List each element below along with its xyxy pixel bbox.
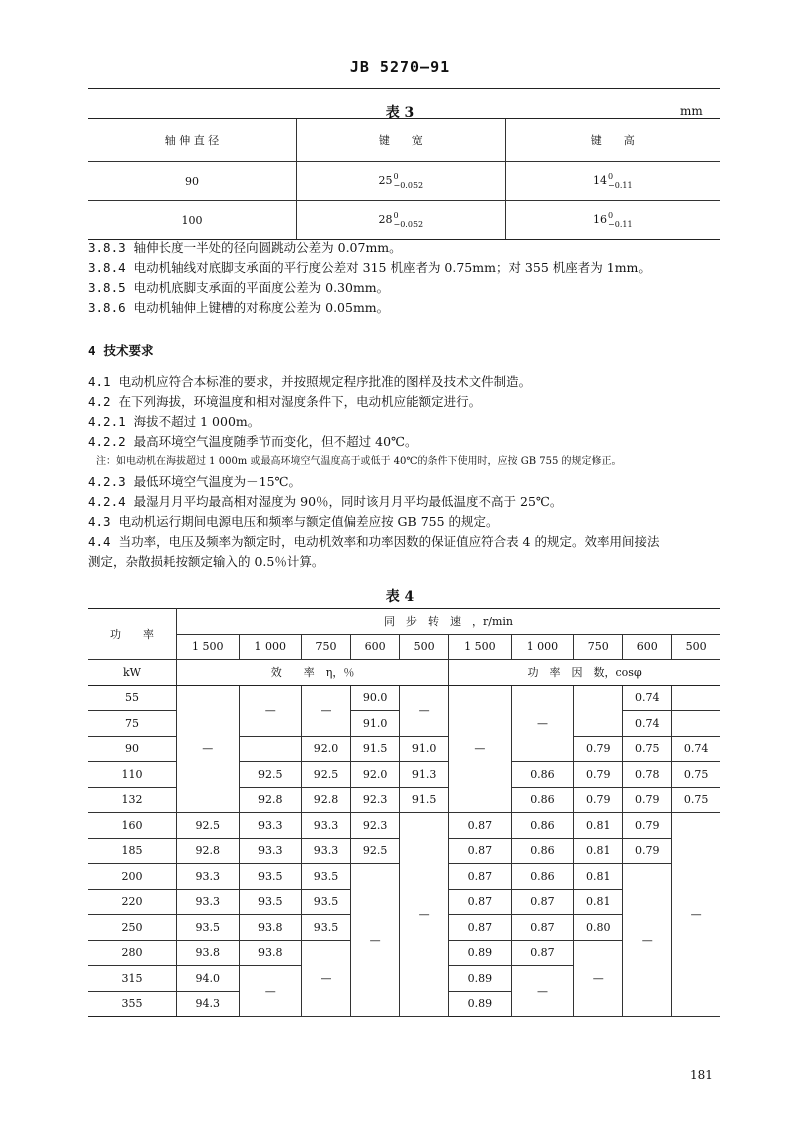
tol-upper: 0 — [608, 172, 614, 181]
power-factor-cell: 0.86 — [511, 838, 574, 864]
efficiency-cell: 91.3 — [400, 762, 449, 788]
clause-text: 最高环境空气温度随季节而变化，但不超过 40℃。 — [133, 434, 418, 449]
power-factor-cell: 0.87 — [449, 915, 512, 941]
power-factor-cell: 0.86 — [511, 864, 574, 890]
table-row — [88, 685, 720, 711]
tol-upper: 0 — [393, 172, 399, 181]
clause — [88, 412, 728, 432]
clause — [88, 372, 728, 392]
speed-cell: 1 500 — [449, 634, 512, 660]
page-number: 181 — [690, 1068, 713, 1082]
power-cell: 280 — [88, 940, 177, 966]
speed-cell: 750 — [574, 634, 623, 660]
clause-number: 4.2.3 — [88, 474, 126, 489]
table4 — [88, 608, 720, 1017]
efficiency-cell: 91.0 — [351, 711, 400, 737]
tol-base: 28 — [378, 213, 393, 226]
power-factor-cell: 0.87 — [449, 813, 512, 839]
dash-cell: — — [177, 685, 240, 813]
clause-text: 当功率，电压及频率为额定时，电动机效率和功率因数的保证值应符合表 4 的规定。效率用间接法 — [118, 534, 660, 549]
efficiency-cell: 93.8 — [239, 940, 302, 966]
efficiency-cell: 93.3 — [177, 864, 240, 890]
power-factor-cell: 0.74 — [623, 711, 672, 737]
power-factor-cell: 0.87 — [511, 940, 574, 966]
efficiency-cell: 93.8 — [239, 915, 302, 941]
clause-number: 3.8.6 — [88, 300, 126, 315]
power-cell: 75 — [88, 711, 177, 737]
dash-cell: — — [574, 940, 623, 1017]
efficiency-cell: 93.5 — [239, 864, 302, 890]
clause-text: 电动机运行期间电源电压和频率与额定值偏差应按 GB 755 的规定。 — [118, 514, 499, 529]
section-title: 技术要求 — [103, 343, 154, 358]
tol-limits — [608, 211, 633, 229]
clause-text: 电动机轴伸上键槽的对称度公差为 0.05mm。 — [133, 300, 390, 315]
table3-cell-diameter: 100 — [88, 201, 297, 240]
header-rule — [88, 88, 720, 89]
table4-header-row-1 — [88, 609, 720, 635]
tol-lower: −0.11 — [608, 220, 633, 229]
table3-col-width: 键 宽 — [297, 119, 506, 162]
efficiency-cell: 92.8 — [239, 787, 302, 813]
power-factor-cell: 0.79 — [574, 762, 623, 788]
table4-body — [88, 685, 720, 1017]
power-cell: 160 — [88, 813, 177, 839]
efficiency-cell: 93.5 — [302, 864, 351, 890]
table3-col-diameter: 轴 伸 直 径 — [88, 119, 297, 162]
clause-text: 电动机轴线对底脚支承面的平行度公差对 315 机座者为 0.75mm；对 355 机座者为 1mm。 — [133, 260, 651, 275]
clause-text: 电动机应符合本标准的要求，并按照规定程序批准的图样及技术文件制造。 — [118, 374, 532, 389]
efficiency-cell — [239, 736, 302, 762]
power-cell: 220 — [88, 889, 177, 915]
clause — [88, 512, 728, 532]
efficiency-cell: 94.0 — [177, 966, 240, 992]
efficiency-cell: 93.5 — [177, 915, 240, 941]
speed-cell: 1 500 — [177, 634, 240, 660]
efficiency-cell: 91.5 — [400, 787, 449, 813]
clause-text: 轴伸长度一半处的径向圆跳动公差为 0.07mm。 — [133, 240, 402, 255]
tol-lower: −0.052 — [393, 181, 424, 190]
table-row — [88, 201, 720, 240]
efficiency-cell: 93.5 — [302, 889, 351, 915]
clause-text: 最低环境空气温度为－15℃。 — [133, 474, 302, 489]
speed-cell: 1 000 — [511, 634, 574, 660]
dash-cell — [574, 685, 623, 736]
clause — [88, 492, 728, 512]
table3-unit: mm — [680, 104, 703, 118]
tol-limits — [394, 211, 424, 229]
power-factor-cell: 0.86 — [511, 762, 574, 788]
power-cell: 200 — [88, 864, 177, 890]
efficiency-cell: 93.5 — [302, 915, 351, 941]
efficiency-cell: 93.3 — [177, 889, 240, 915]
clause-text: 海拔不超过 1 000m。 — [133, 414, 261, 429]
dash-cell: — — [351, 864, 400, 1017]
efficiency-cell: 93.3 — [302, 838, 351, 864]
clause-number: 4.2.1 — [88, 414, 126, 429]
clauses-3-8 — [88, 238, 728, 318]
clause-text: 最湿月月平均最高相对湿度为 90％，同时该月月平均最低温度不高于 25℃。 — [133, 494, 563, 509]
table3-cell-height — [505, 162, 720, 201]
efficiency-cell: 93.3 — [239, 838, 302, 864]
table4-pf-header: 功 率 因 数，cosφ — [449, 660, 720, 686]
speed-cell: 600 — [623, 634, 672, 660]
dash-cell: — — [302, 940, 351, 1017]
dash-cell: — — [449, 685, 512, 813]
power-factor-cell: 0.87 — [449, 838, 512, 864]
power-factor-cell: 0.81 — [574, 813, 623, 839]
clauses-4-1 — [88, 372, 728, 572]
efficiency-cell: 90.0 — [351, 685, 400, 711]
clause — [88, 532, 728, 552]
power-factor-cell: 0.81 — [574, 864, 623, 890]
power-factor-cell: 0.87 — [449, 889, 512, 915]
power-cell: 185 — [88, 838, 177, 864]
efficiency-cell: 92.5 — [351, 838, 400, 864]
tol-upper: 0 — [393, 211, 399, 220]
clause-number: 4.1 — [88, 374, 111, 389]
table4-header-row-2 — [88, 634, 720, 660]
clause-number: 3.8.4 — [88, 260, 126, 275]
speed-cell: 1 000 — [239, 634, 302, 660]
clause — [88, 392, 728, 412]
power-factor-cell: 0.87 — [449, 864, 512, 890]
speed-cell: 750 — [302, 634, 351, 660]
power-factor-cell: 0.75 — [623, 736, 672, 762]
clause — [88, 432, 728, 452]
table-row — [88, 813, 720, 839]
power-cell: 315 — [88, 966, 177, 992]
power-factor-cell: 0.79 — [623, 813, 672, 839]
table3-cell-diameter: 90 — [88, 162, 297, 201]
speed-cell: 600 — [351, 634, 400, 660]
power-factor-cell: 0.75 — [672, 762, 720, 788]
table4-power-unit: kW — [88, 660, 177, 686]
power-factor-cell — [672, 711, 720, 737]
section-4-heading — [88, 341, 728, 361]
table3-header-row — [88, 119, 720, 162]
efficiency-cell: 93.3 — [302, 813, 351, 839]
power-factor-cell: 0.87 — [511, 889, 574, 915]
power-factor-cell — [672, 685, 720, 711]
clause — [88, 238, 728, 258]
power-factor-cell: 0.86 — [511, 787, 574, 813]
efficiency-cell: 92.5 — [302, 762, 351, 788]
efficiency-cell: 91.5 — [351, 736, 400, 762]
clause-number: 4.2.4 — [88, 494, 126, 509]
note: 注：如电动机在海拔超过 1 000m 或最高环境空气温度高于或低于 40℃的条件下使用时，应按 GB 755 的规定修正。 — [96, 456, 622, 467]
power-factor-cell: 0.74 — [672, 736, 720, 762]
power-factor-cell: 0.80 — [574, 915, 623, 941]
tol-lower: −0.11 — [608, 181, 633, 190]
efficiency-cell: 91.0 — [400, 736, 449, 762]
power-factor-cell: 0.79 — [574, 787, 623, 813]
power-cell: 250 — [88, 915, 177, 941]
power-factor-cell: 0.89 — [449, 966, 512, 992]
dash-cell: — — [400, 813, 449, 1017]
clause-continuation: 测定，杂散损耗按额定输入的 0.5％计算。 — [88, 554, 325, 569]
efficiency-cell: 92.3 — [351, 787, 400, 813]
clause — [88, 298, 728, 318]
dash-cell: — — [239, 685, 302, 736]
table3-cell-width — [297, 201, 506, 240]
table4-header-row-3 — [88, 660, 720, 686]
clause-number: 3.8.3 — [88, 240, 126, 255]
dash-cell: — — [672, 813, 720, 1017]
table3-cell-height — [505, 201, 720, 240]
power-factor-cell: 0.81 — [574, 838, 623, 864]
clause — [88, 258, 728, 278]
efficiency-cell: 93.5 — [239, 889, 302, 915]
power-factor-cell: 0.79 — [623, 838, 672, 864]
efficiency-cell: 92.3 — [351, 813, 400, 839]
speed-cell: 500 — [672, 634, 720, 660]
tol-base: 16 — [593, 213, 608, 226]
clause-text: 在下列海拔，环境温度和相对湿度条件下，电动机应能额定进行。 — [118, 394, 482, 409]
power-factor-cell: 0.81 — [574, 889, 623, 915]
clause-text: 电动机底脚支承面的平面度公差为 0.30mm。 — [133, 280, 390, 295]
efficiency-cell: 93.8 — [177, 940, 240, 966]
dash-cell: — — [302, 685, 351, 736]
power-cell: 110 — [88, 762, 177, 788]
table-row — [88, 162, 720, 201]
clause-number: 4.3 — [88, 514, 111, 529]
standard-code-header: JB 5270—91 — [349, 58, 451, 76]
efficiency-cell: 94.3 — [177, 991, 240, 1017]
tol-limits — [394, 172, 424, 190]
dash-cell: — — [623, 864, 672, 1017]
power-cell: 90 — [88, 736, 177, 762]
clause-number: 4.4 — [88, 534, 111, 549]
efficiency-cell: 92.5 — [239, 762, 302, 788]
tol-base: 25 — [378, 174, 393, 187]
dash-cell: — — [400, 685, 449, 736]
dash-cell: — — [511, 966, 574, 1017]
efficiency-cell: 92.0 — [302, 736, 351, 762]
power-factor-cell: 0.79 — [623, 787, 672, 813]
power-factor-cell: 0.79 — [574, 736, 623, 762]
table4-title: 表 4 — [385, 589, 415, 605]
tol-lower: −0.052 — [393, 220, 424, 229]
table3 — [88, 118, 720, 240]
power-cell: 132 — [88, 787, 177, 813]
clause-number: 4.2.2 — [88, 434, 126, 449]
dash-cell: — — [511, 685, 574, 762]
power-factor-cell: 0.89 — [449, 940, 512, 966]
power-factor-cell: 0.86 — [511, 813, 574, 839]
table3-title: 表 3 — [385, 105, 415, 121]
power-cell: 355 — [88, 991, 177, 1017]
table4-eff-header: 效 率 η，％ — [177, 660, 449, 686]
tol-upper: 0 — [608, 211, 614, 220]
efficiency-cell: 92.8 — [177, 838, 240, 864]
efficiency-cell: 92.8 — [302, 787, 351, 813]
speed-cell: 500 — [400, 634, 449, 660]
power-factor-cell: 0.89 — [449, 991, 512, 1017]
clause — [88, 472, 728, 492]
clause — [88, 278, 728, 298]
power-factor-cell: 0.75 — [672, 787, 720, 813]
efficiency-cell: 93.3 — [239, 813, 302, 839]
table3-cell-width — [297, 162, 506, 201]
dash-cell: — — [239, 966, 302, 1017]
section-number: 4 — [88, 343, 96, 358]
clause-number: 3.8.5 — [88, 280, 126, 295]
clause-number: 4.2 — [88, 394, 111, 409]
power-factor-cell: 0.78 — [623, 762, 672, 788]
table3-col-height: 键 高 — [505, 119, 720, 162]
power-factor-cell: 0.74 — [623, 685, 672, 711]
power-factor-cell: 0.87 — [511, 915, 574, 941]
table4-speed-header: 同 步 转 速 ，r/min — [177, 609, 721, 635]
efficiency-cell: 92.0 — [351, 762, 400, 788]
table4-power-label: 功 率 — [88, 609, 177, 660]
power-cell: 55 — [88, 685, 177, 711]
tol-limits — [608, 172, 633, 190]
tol-base: 14 — [593, 174, 608, 187]
efficiency-cell: 92.5 — [177, 813, 240, 839]
